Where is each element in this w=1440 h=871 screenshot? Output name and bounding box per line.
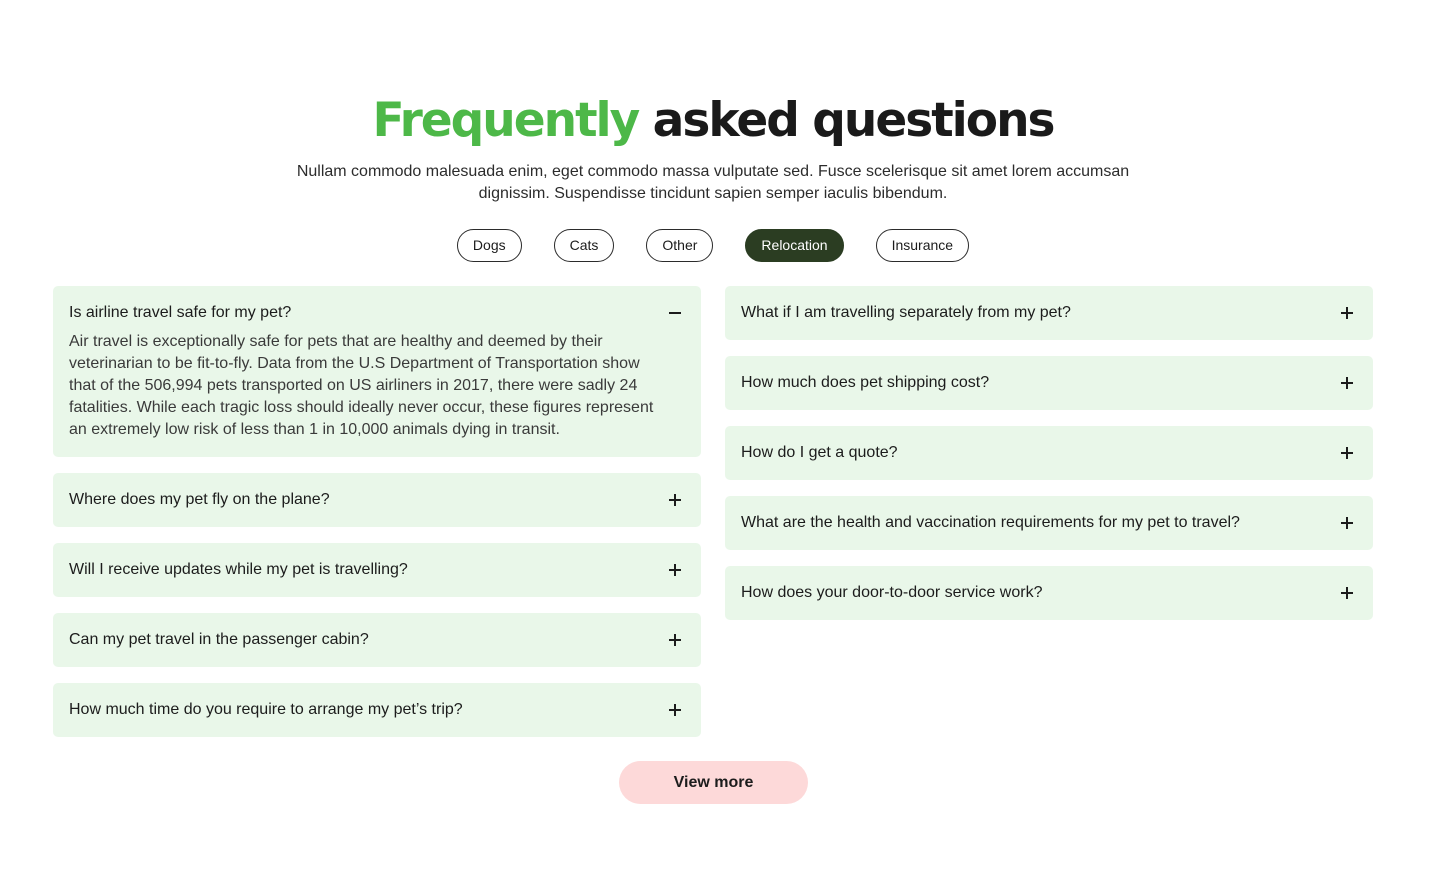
faq-toggle[interactable]	[69, 613, 685, 667]
faq-question: How much time do you require to arrange my pet’s trip?	[69, 701, 463, 718]
plus-icon[interactable]	[667, 702, 683, 718]
filter-chip-other[interactable]: Other	[646, 229, 713, 262]
faq-item-pet-on-plane	[53, 473, 701, 527]
faq-item-airline-safety	[53, 286, 701, 457]
plus-icon[interactable]	[1339, 375, 1355, 391]
faq-item-updates	[53, 543, 701, 597]
faq-question: How do I get a quote?	[741, 444, 898, 461]
faq-question: How does your door-to-door service work?	[741, 584, 1043, 601]
filter-chip-cats[interactable]: Cats	[554, 229, 615, 262]
faq-item-door-to-door	[725, 566, 1373, 620]
faq-item-health-requirements	[725, 496, 1373, 550]
faq-question: Where does my pet fly on the plane?	[69, 491, 330, 508]
faq-answer: Air travel is exceptionally safe for pets that are healthy and deemed by their veterinarian to be fit-to-fly. Data from the U.S Department of Transportation show that of the 506,994 pets transported on US airliners in 2017, there were sadly 24 fatalities. While each tragic loss should ideally never occur, these figures represent an extremely low risk of less than 1 in 10,000 animals dying in transit.	[69, 333, 654, 438]
faq-toggle[interactable]	[741, 286, 1357, 340]
title-rest: asked questions	[652, 93, 1054, 148]
plus-icon[interactable]	[1339, 445, 1355, 461]
faq-question: Will I receive updates while my pet is travelling?	[69, 561, 408, 578]
faq-toggle[interactable]	[741, 426, 1357, 480]
faq-question: What are the health and vaccination requirements for my pet to travel?	[741, 514, 1240, 531]
faq-toggle[interactable]	[69, 473, 685, 527]
faq-item-get-quote	[725, 426, 1373, 480]
faq-toggle[interactable]	[69, 683, 685, 737]
filter-chip-dogs[interactable]: Dogs	[457, 229, 522, 262]
plus-icon[interactable]	[1339, 585, 1355, 601]
faq-question: Can my pet travel in the passenger cabin?	[69, 631, 369, 648]
faq-toggle[interactable]	[69, 543, 685, 597]
faq-toggle[interactable]	[741, 496, 1357, 550]
faq-toggle[interactable]	[741, 566, 1357, 620]
faq-toggle[interactable]	[741, 356, 1357, 410]
faq-item-arrange-time	[53, 683, 701, 737]
filter-chip-insurance[interactable]: Insurance	[876, 229, 969, 262]
plus-icon[interactable]	[1339, 515, 1355, 531]
faq-item-travel-separately	[725, 286, 1373, 340]
plus-icon[interactable]	[667, 492, 683, 508]
faq-question: Is airline travel safe for my pet?	[69, 304, 292, 321]
faq-item-passenger-cabin	[53, 613, 701, 667]
faq-item-shipping-cost	[725, 356, 1373, 410]
filter-chip-relocation[interactable]: Relocation	[745, 229, 843, 262]
faq-column-right	[725, 286, 1373, 620]
plus-icon[interactable]	[1339, 305, 1355, 321]
plus-icon[interactable]	[667, 562, 683, 578]
page-title	[0, 92, 1426, 150]
minus-icon[interactable]	[667, 305, 683, 321]
category-filters	[0, 229, 1426, 262]
faq-column-left	[53, 286, 701, 737]
view-more-button[interactable]: View more	[619, 761, 808, 804]
title-accent: Frequently	[372, 93, 639, 148]
faq-question: What if I am travelling separately from my pet?	[741, 304, 1071, 321]
page-subtitle: Nullam commodo malesuada enim, eget commodo massa vulputate sed. Fusce scelerisque sit amet lorem accumsan dignissim. Suspendisse tincidunt sapien semper iaculis bibendum.	[296, 163, 1130, 202]
faq-question: How much does pet shipping cost?	[741, 374, 990, 391]
plus-icon[interactable]	[667, 632, 683, 648]
